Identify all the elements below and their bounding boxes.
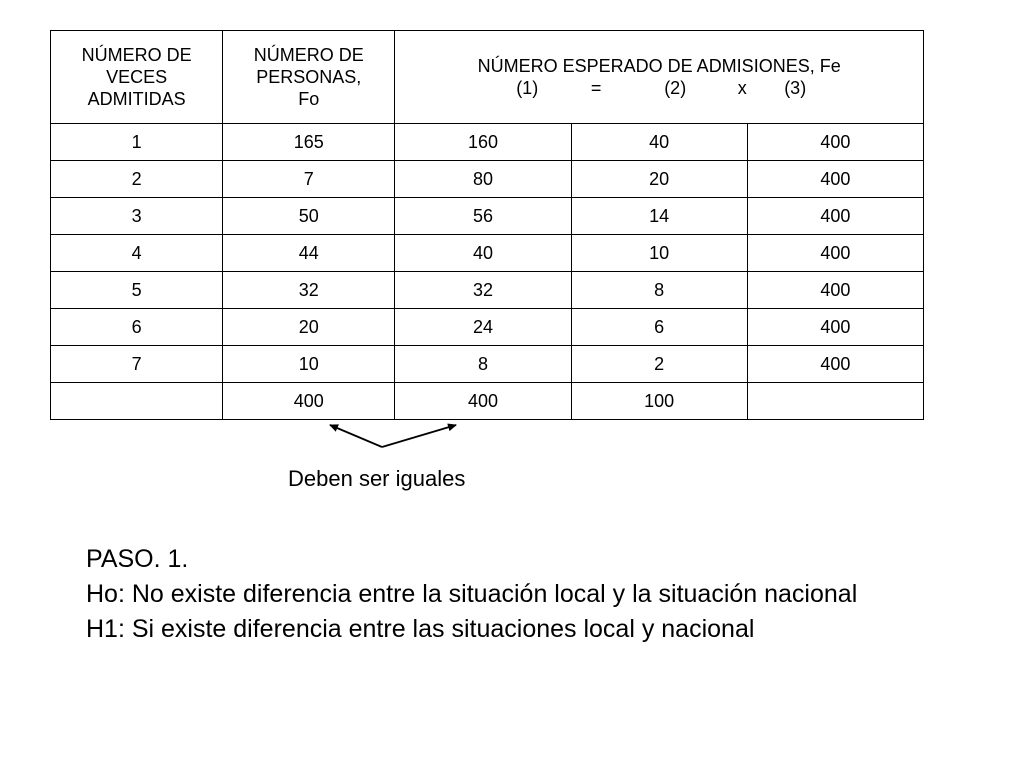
table-row [51, 161, 924, 198]
header-expected-title: NÚMERO ESPERADO DE ADMISIONES, Fe [477, 56, 841, 76]
total-factor3-empty [747, 383, 923, 420]
cell-fo: 50 [223, 198, 395, 235]
cell-factor2: 20 [571, 161, 747, 198]
cell-fe: 160 [395, 124, 571, 161]
cell-factor3: 400 [747, 124, 923, 161]
alternative-hypothesis: H1: Si existe diferencia entre las situaciones local y nacional [86, 615, 755, 643]
formula-times: x [737, 78, 747, 98]
cell-times: 3 [51, 198, 223, 235]
cell-times: 6 [51, 309, 223, 346]
cell-factor2: 10 [571, 235, 747, 272]
header-expected-admissions [395, 31, 924, 124]
formula-part2: (2) [664, 78, 687, 98]
formula-part1: (1) [516, 78, 539, 98]
table-row [51, 124, 924, 161]
admissions-table [50, 30, 924, 420]
cell-factor3: 400 [747, 161, 923, 198]
header-persons-line3: Fo [298, 89, 320, 109]
arrow-to-fo-total [330, 425, 382, 447]
table-row [51, 346, 924, 383]
cell-fe: 40 [395, 235, 571, 272]
cell-fo: 165 [223, 124, 395, 161]
formula-equals: = [590, 78, 602, 98]
cell-fo: 10 [223, 346, 395, 383]
total-times-empty [51, 383, 223, 420]
header-persons-line1: NÚMERO DE [253, 45, 364, 65]
header-times-admitted [51, 31, 223, 124]
cell-factor2: 14 [571, 198, 747, 235]
total-factor2: 100 [571, 383, 747, 420]
cell-fo: 32 [223, 272, 395, 309]
header-persons-fo [223, 31, 395, 124]
cell-fo: 44 [223, 235, 395, 272]
table-row [51, 309, 924, 346]
cell-times: 4 [51, 235, 223, 272]
total-fo: 400 [223, 383, 395, 420]
cell-factor2: 6 [571, 309, 747, 346]
cell-fo: 7 [223, 161, 395, 198]
cell-factor3: 400 [747, 346, 923, 383]
cell-factor3: 400 [747, 235, 923, 272]
cell-fe: 8 [395, 346, 571, 383]
total-fe: 400 [395, 383, 571, 420]
header-times-admitted-line2: VECES [106, 67, 168, 87]
equality-note: Deben ser iguales [288, 466, 466, 491]
cell-factor2: 40 [571, 124, 747, 161]
cell-fo: 20 [223, 309, 395, 346]
cell-factor3: 400 [747, 272, 923, 309]
cell-factor3: 400 [747, 309, 923, 346]
table-row [51, 198, 924, 235]
cell-fe: 32 [395, 272, 571, 309]
cell-fe: 24 [395, 309, 571, 346]
cell-times: 2 [51, 161, 223, 198]
step-title: PASO. 1. [86, 545, 189, 573]
cell-times: 1 [51, 124, 223, 161]
formula-part3: (3) [784, 78, 807, 98]
hypothesis-block [86, 542, 857, 647]
table-header-row [51, 31, 924, 124]
cell-factor2: 8 [571, 272, 747, 309]
header-persons-line2: PERSONAS, [256, 67, 362, 87]
arrow-to-fe-total [382, 425, 456, 447]
header-times-admitted-line1: NÚMERO DE [81, 45, 192, 65]
cell-fe: 80 [395, 161, 571, 198]
cell-times: 5 [51, 272, 223, 309]
cell-times: 7 [51, 346, 223, 383]
cell-factor3: 400 [747, 198, 923, 235]
table-totals-row [51, 383, 924, 420]
header-times-admitted-line3: ADMITIDAS [87, 89, 186, 109]
table-row [51, 235, 924, 272]
cell-fe: 56 [395, 198, 571, 235]
header-formula [395, 77, 923, 99]
null-hypothesis: Ho: No existe diferencia entre la situación local y la situación nacional [86, 580, 858, 608]
cell-factor2: 2 [571, 346, 747, 383]
table-row [51, 272, 924, 309]
